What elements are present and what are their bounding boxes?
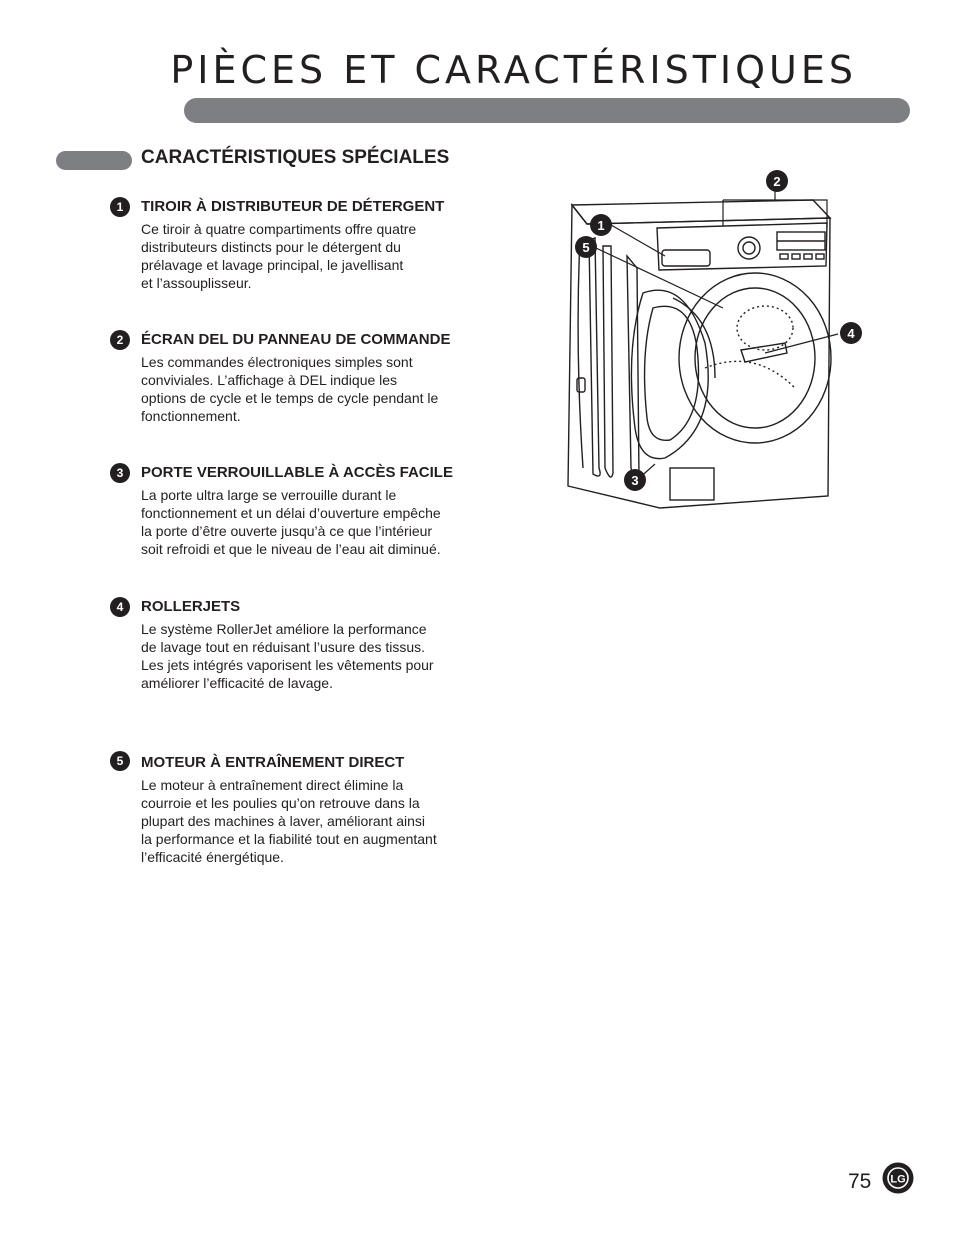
diagram-callout-4 <box>840 322 862 344</box>
callout-badge-4: 4 <box>110 597 130 617</box>
diagram-callout-5 <box>575 236 597 258</box>
feature-title: ROLLERJETS <box>141 598 241 615</box>
side-groove <box>627 256 639 480</box>
feature-title: TIROIR À DISTRIBUTEUR DE DÉTERGENT <box>141 198 445 215</box>
svg-text:4: 4 <box>847 326 855 341</box>
feature-led-display <box>110 330 490 425</box>
callout-badge-3: 3 <box>110 463 130 483</box>
title-bar <box>184 98 910 123</box>
feature-title: PORTE VERROUILLABLE À ACCÈS FACILE <box>141 464 453 481</box>
page-number: 75 <box>848 1170 872 1193</box>
feature-lockable-door <box>110 463 490 558</box>
callout-badge-1: 1 <box>110 197 130 217</box>
section-title: CARACTÉRISTIQUES SPÉCIALES <box>141 147 450 168</box>
feature-title: ÉCRAN DEL DU PANNEAU DE COMMANDE <box>141 331 451 348</box>
feature-title: MOTEUR À ENTRAÎNEMENT DIRECT <box>141 754 405 771</box>
callout-badge-2: 2 <box>110 330 130 350</box>
feature-rollerjets <box>110 597 490 692</box>
svg-text:2: 2 <box>773 174 781 189</box>
detergent-drawer <box>662 250 710 266</box>
svg-text:5: 5 <box>582 240 590 255</box>
access-panel <box>670 468 714 500</box>
svg-text:LG: LG <box>890 1173 906 1186</box>
diagram-callout-2 <box>766 170 788 192</box>
feature-direct-drive-motor <box>110 751 490 866</box>
side-groove <box>589 238 600 476</box>
diagram-callout-3 <box>624 469 646 491</box>
callout-badge-5: 5 <box>110 751 130 771</box>
diagram-callout-1 <box>590 214 612 236</box>
lg-logo <box>882 1162 914 1194</box>
feature-detergent-drawer <box>110 197 490 292</box>
page-title: PIÈCES ET CARACTÉRISTIQUES <box>170 48 857 92</box>
feature-description: Le système RollerJet améliore la performance de lavage tout en réduisant l’usure des tissus. Les jets intégrés vaporisent les vêtements pour améliorer l’efficacité de lavage. <box>141 621 434 691</box>
washer-diagram <box>555 168 867 513</box>
cycle-dial <box>738 237 760 259</box>
svg-text:1: 1 <box>597 218 605 233</box>
side-groove <box>578 238 583 468</box>
feature-description: Le moteur à entraînement direct élimine la courroie et les poulies qu’on retrouve dans la plupart des machines à laver, améliorant ainsi la performance et la fiabilité tout en augmentant l’efficacité énergétique. <box>141 777 437 865</box>
feature-description: La porte ultra large se verrouille durant le fonctionnement et un délai d’ouverture empêche la porte d’être ouverte jusqu’à ce que l’intérieur soit refroidi et que le niveau de l’eau ait diminué. <box>141 487 441 557</box>
svg-text:3: 3 <box>631 473 639 488</box>
side-groove <box>603 246 613 477</box>
feature-description: Les commandes électroniques simples sont conviviales. L’affichage à DEL indique les options de cycle et le temps de cycle pendant le fonctionnement. <box>141 354 439 424</box>
control-panel <box>657 223 827 270</box>
feature-description: Ce tiroir à quatre compartiments offre quatre distributeurs distincts pour le détergent du prélavage et lavage principal, le javellisant et l’assouplisseur. <box>141 221 417 291</box>
section-pill <box>56 151 132 170</box>
